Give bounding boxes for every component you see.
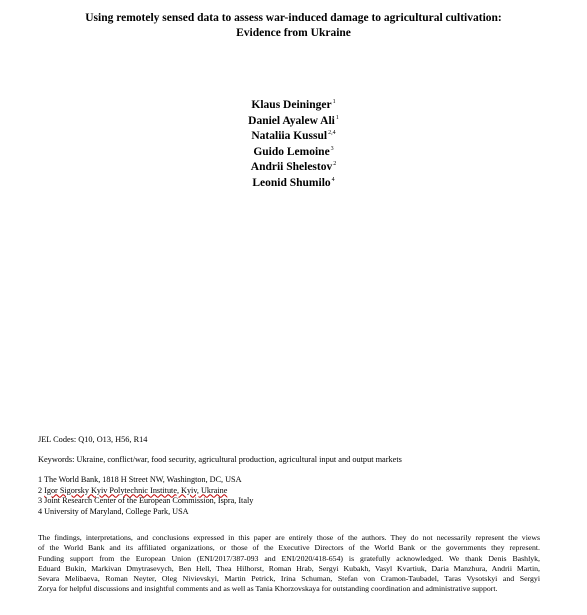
author-name: Andrii Shelestov xyxy=(250,161,333,174)
author-affiliation-marker: 1 xyxy=(332,99,336,105)
author xyxy=(150,98,437,114)
affiliation xyxy=(38,486,253,497)
disclaimer-line: Funding support from the European Union (ENI/2017/387-093 and ENI/2020/418-654) is gratefully acknowledged. We thank Denis Bashlyk, xyxy=(38,553,540,563)
author-affiliation-marker: 4 xyxy=(331,176,335,183)
author-list xyxy=(150,98,437,192)
disclaimer-line: of the World Bank and its affiliated organizations, or those of the Executive Directors of the World Bank or the governments they represent. xyxy=(38,543,540,553)
author-name: Nataliia Kussul xyxy=(251,130,328,143)
disclaimer-line: Zorya for helpful discussions and insightful comments and as well as Tania Khorzovskaya for outstanding coordination and administrative support. xyxy=(38,584,498,594)
affiliation-number: 4 xyxy=(38,506,43,516)
affiliation xyxy=(38,475,253,486)
affiliation-number: 3 xyxy=(38,496,43,506)
affiliation-number: 2 xyxy=(38,485,43,495)
author xyxy=(150,114,437,130)
author-affiliation-marker: 2 xyxy=(333,161,337,168)
author xyxy=(150,145,437,161)
affiliation-text: The World Bank, 1818 H Street NW, Washington, DC, USA xyxy=(44,475,242,484)
disclaimer-line: Sevara Melibaeva, Roman Neyter, Oleg Nivievskyi, Martin Petrick, Irina Schuman, Stefan von Cramon-Taubadel, Taras Vysotskyi and Sergyi xyxy=(38,574,540,584)
affiliations xyxy=(38,475,253,517)
author xyxy=(150,176,437,192)
disclaimer-paragraph xyxy=(38,533,540,595)
paper-title xyxy=(30,11,557,41)
jel-codes: JEL Codes: Q10, O13, H56, R14 xyxy=(38,435,148,444)
paper-title-line-1: Using remotely sensed data to assess war-induced damage to agricultural cultivation: xyxy=(85,12,502,24)
author-name: Daniel Ayalew Ali xyxy=(248,114,335,127)
author-name: Leonid Shumilo xyxy=(252,176,331,189)
affiliation xyxy=(38,507,253,518)
author xyxy=(150,129,437,145)
disclaimer-line: Eduard Bukin, Markivan Dmytrasevych, Ben Hell, Thea Hilhorst, Roman Hrab, Sergyi Kubakh, Vasyl Kvartiuk, Daria Manzhura, Andrii Martin, xyxy=(38,563,540,573)
affiliation-text: University of Maryland, College Park, USA xyxy=(44,506,189,516)
affiliation-number: 1 xyxy=(38,475,43,484)
affiliation-text: Igor Sigorsky Kyiv Polytechnic Institute, Kyiv, Ukraine xyxy=(44,485,228,495)
author-affiliation-marker: 2,4 xyxy=(328,130,336,137)
keywords: Keywords: Ukraine, conflict/war, food security, agricultural production, agricultural input and output markets xyxy=(38,455,402,464)
author-name: Klaus Deininger xyxy=(251,99,332,111)
author-affiliation-marker: 3 xyxy=(330,145,334,152)
affiliation xyxy=(38,496,253,507)
author xyxy=(150,160,437,176)
author-affiliation-marker: 1 xyxy=(335,114,339,121)
author-name: Guido Lemoine xyxy=(253,145,330,158)
affiliation-text: Joint Research Center of the European Commission, Ispra, Italy xyxy=(44,496,254,506)
disclaimer-line: The findings, interpretations, and conclusions expressed in this paper are entirely those of the authors. They do not necessarily represent the views xyxy=(38,533,540,542)
paper-title-line-2: Evidence from Ukraine xyxy=(236,27,351,39)
